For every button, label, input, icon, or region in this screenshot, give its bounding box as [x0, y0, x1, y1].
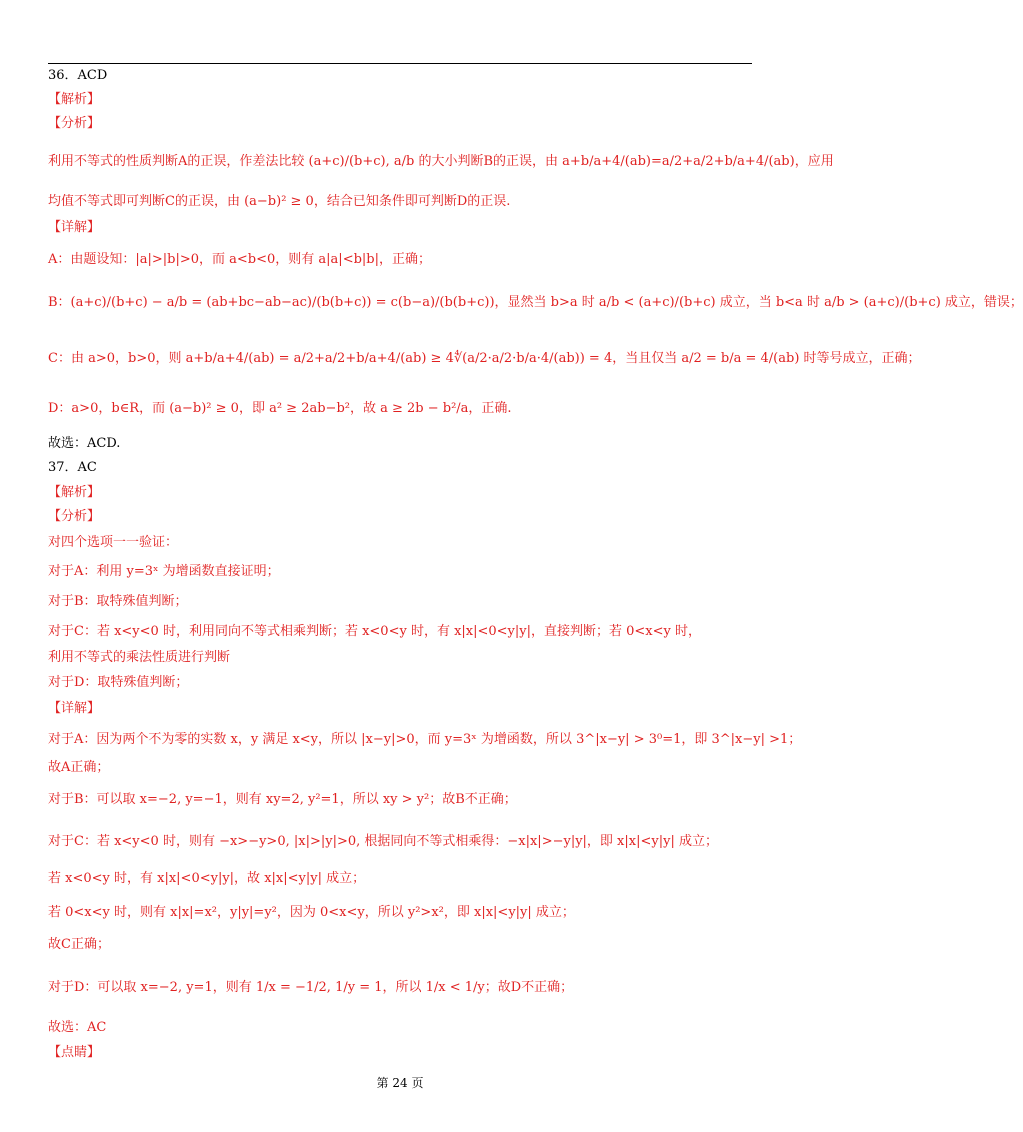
- text-line: 故选：ACD.: [48, 436, 121, 451]
- text-line: 均值不等式即可判断C的正误，由 (a−b)² ≥ 0，结合已知条件即可判断D的正误.: [48, 194, 511, 209]
- text-line: 【分析】: [48, 116, 101, 131]
- text-line: 【分析】: [48, 509, 101, 524]
- text-line: 故A正确；: [48, 760, 110, 775]
- text-line: 若 0<x<y 时，则有 x|x|=x²，y|y|=y²，因为 0<x<y，所以 y²>x²，即 x|x|<y|y| 成立；: [48, 905, 575, 920]
- text-line: 利用不等式的乘法性质进行判断: [48, 650, 231, 665]
- text-line: 对于C：若 x<y<0 时，则有 −x>−y>0, |x|>|y|>0, 根据同向不等式相乘得：−x|x|>−y|y|，即 x|x|<y|y| 成立；: [48, 834, 718, 849]
- text-line: 37．AC: [48, 460, 97, 475]
- text-line: 【详解】: [48, 701, 101, 716]
- text-line: A：由题设知：|a|>|b|>0，而 a<b<0，则有 a|a|<b|b|，正确；: [48, 252, 431, 267]
- text-line: 【解析】: [48, 485, 101, 500]
- text-line: 利用不等式的性质判断A的正误，作差法比较 (a+c)/(b+c), a/b 的大小判断B的正误，由 a+b/a+4/(ab)=a/2+a/2+b/a+4/(ab)，应用: [48, 154, 834, 169]
- text-line: 故C正确；: [48, 937, 110, 952]
- text-line: 对于B：取特殊值判断；: [48, 594, 188, 609]
- page-number: 第 24 页: [376, 1076, 424, 1090]
- text-line: 对于A：利用 y=3ˣ 为增函数直接证明；: [48, 564, 280, 579]
- text-line: 故选：AC: [48, 1020, 107, 1035]
- text-line: 对于C：若 x<y<0 时，利用同向不等式相乘判断；若 x<0<y 时，有 x|x|<0<y|y|，直接判断；若 0<x<y 时，: [48, 624, 701, 639]
- text-line: D：a>0，b∈R，而 (a−b)² ≥ 0，即 a² ≥ 2ab−b²，故 a ≥ 2b − b²/a，正确.: [48, 401, 512, 416]
- text-line: 若 x<0<y 时，有 x|x|<0<y|y|，故 x|x|<y|y| 成立；: [48, 871, 366, 886]
- text-line: 对于D：可以取 x=−2, y=1，则有 1/x = −1/2, 1/y = 1，所以 1/x < 1/y；故D不正确；: [48, 980, 574, 995]
- header-rule: [48, 63, 752, 64]
- text-line: 【点睛】: [48, 1045, 101, 1060]
- text-line: 对于D：取特殊值判断；: [48, 675, 189, 690]
- text-line: C：由 a>0，b>0，则 a+b/a+4/(ab) = a/2+a/2+b/a+4/(ab) ≥ 4∜(a/2·a/2·b/a·4/(ab)) = 4，当且仅当 a/2 = b/a = 4/(ab) 时等号成立，正确；: [48, 351, 921, 366]
- text-line: 对于A：因为两个不为零的实数 x，y 满足 x<y，所以 |x−y|>0，而 y=3ˣ 为增函数，所以 3^|x−y| > 3⁰=1，即 3^|x−y| >1；: [48, 732, 802, 747]
- text-line: 【详解】: [48, 220, 101, 235]
- text-line: 36．ACD: [48, 68, 108, 83]
- text-line: 对四个选项一一验证：: [48, 535, 179, 550]
- text-line: 【解析】: [48, 92, 101, 107]
- text-line: 对于B：可以取 x=−2, y=−1，则有 xy=2, y²=1，所以 xy > y²；故B不正确；: [48, 792, 517, 807]
- text-line: B：(a+c)/(b+c) − a/b = (ab+bc−ab−ac)/(b(b+c)) = c(b−a)/(b(b+c))，显然当 b>a 时 a/b < (a+c)/(b+c) 成立，当 b<a 时 a/b > (a+c)/(b+c) 成立，错误；: [48, 295, 1023, 310]
